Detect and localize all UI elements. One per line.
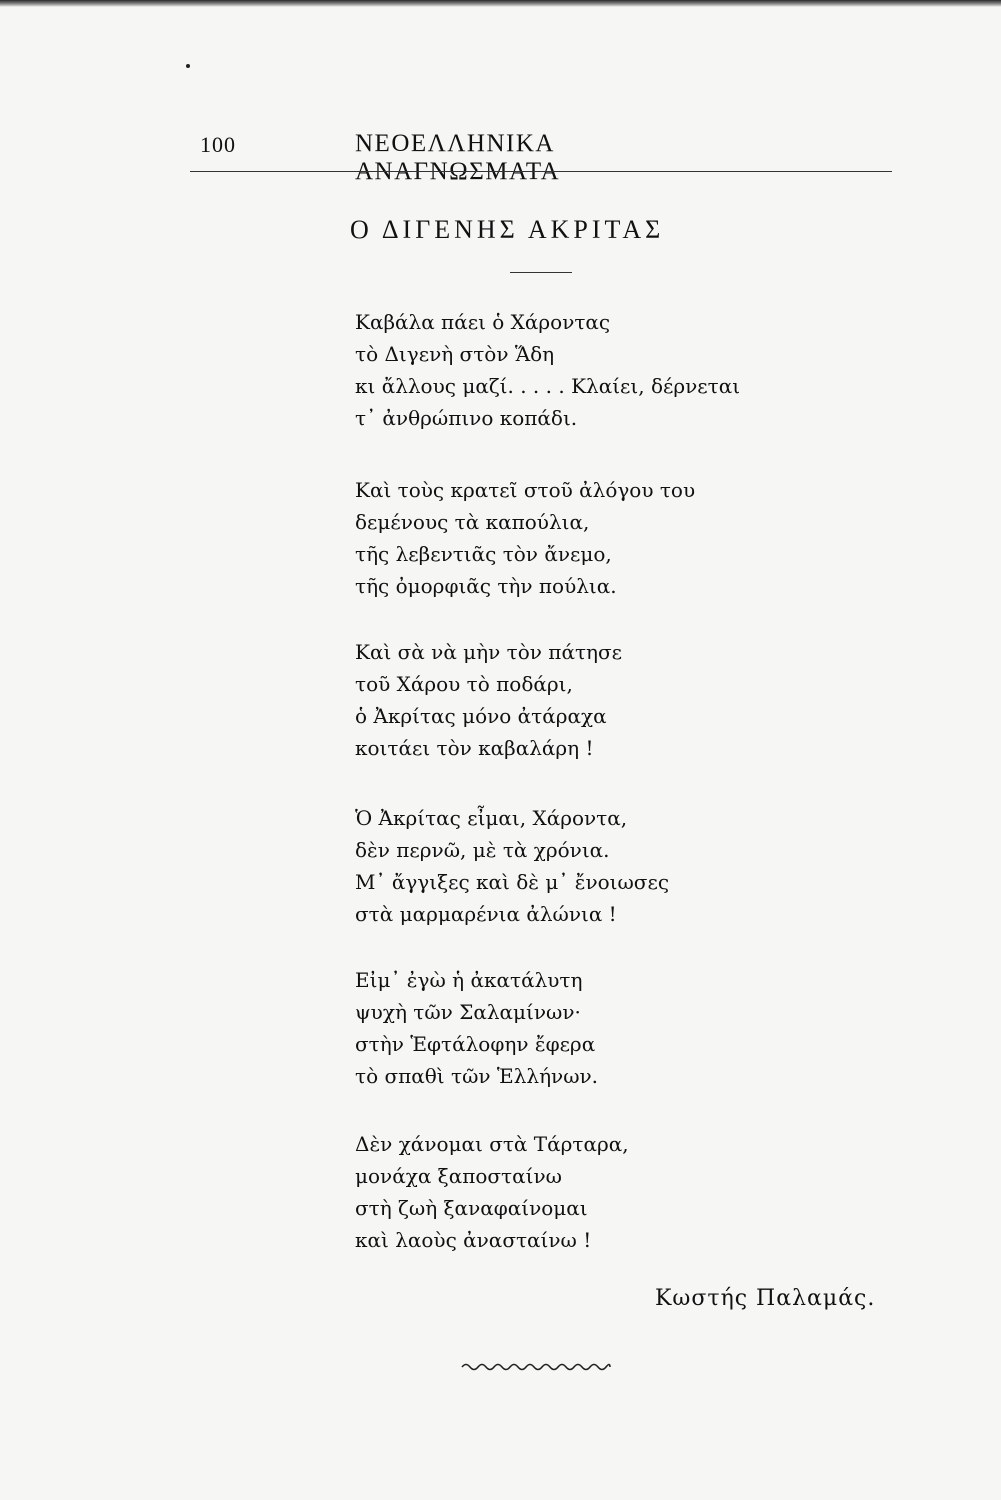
stanza-6: [355, 1128, 825, 1256]
poem-line: τῆς ὀμορφιᾶς τὴν πούλια.: [355, 574, 617, 598]
poem-line: τοῦ Χάρου τὸ ποδάρι,: [355, 672, 573, 696]
poem-line: Καβάλα πάει ὁ Χάροντας: [355, 310, 611, 334]
poem-title: Ο ΔΙΓΕΝΗΣ ΑΚΡΙΤΑΣ: [350, 215, 665, 244]
poem-line: τῆς λεβεντιᾶς τὸν ἄνεμο,: [355, 542, 612, 566]
poem-line: δὲν περνῶ, μὲ τὰ χρόνια.: [355, 838, 610, 862]
poem-line: στὴν Ἑφτάλοφην ἔφερα: [355, 1032, 596, 1056]
poem-line: Ὁ Ἀκρίτας εἶμαι, Χάροντα,: [355, 806, 628, 830]
end-ornament: [460, 1360, 612, 1374]
poem-line: στὴ ζωὴ ξαναφαίνομαι: [355, 1196, 588, 1220]
poem-line: ὁ Ἀκρίτας μόνο ἀτάραχα: [355, 704, 607, 728]
poem-line: ψυχὴ τῶν Σαλαμίνων·: [355, 1000, 581, 1024]
poem-line: Καὶ σὰ νὰ μὴν τὸν πάτησε: [355, 640, 623, 664]
running-title: ΝΕΟΕΛΛΗΝΙΚΑ ΑΝΑΓΝΩΣΜΑΤΑ: [355, 130, 561, 185]
poem-line: δεμένους τὰ καπούλια,: [355, 510, 590, 534]
poem-line: κι ἄλλους μαζί. . . . . Κλαίει, δέρνεται: [355, 374, 741, 398]
page-top-edge: [0, 0, 1001, 7]
poem-line: Καὶ τοὺς κρατεῖ στοῦ ἀλόγου του: [355, 478, 696, 502]
stanza-1: [355, 306, 825, 434]
poem-line: μονάχα ξαποσταίνω: [355, 1164, 562, 1188]
stanza-4: [355, 802, 825, 930]
poem-line: καὶ λαοὺς ἀνασταίνω !: [355, 1228, 592, 1252]
poem-line: Εἰμ᾽ ἐγὼ ἡ ἀκατάλυτη: [355, 968, 583, 992]
poem-line: Μ᾽ ἄγγιξες καὶ δὲ μ᾽ ἔνοιωσες: [355, 870, 670, 894]
poem-line: τὸ Διγενὴ στὸν Ἅδη: [355, 342, 555, 366]
poem-line: τ᾽ ἀνθρώπινο κοπάδι.: [355, 406, 578, 430]
stanza-5: [355, 964, 825, 1092]
poem-line: κοιτάει τὸν καβαλάρη !: [355, 736, 594, 760]
author-signature: Κωστής Παλαμάς.: [655, 1286, 876, 1311]
stanza-3: [355, 636, 825, 764]
header-rule: [190, 171, 892, 172]
poem-line: στὰ μαρμαρένια ἀλώνια !: [355, 902, 617, 926]
poem-line: τὸ σπαθὶ τῶν Ἑλλήνων.: [355, 1064, 599, 1088]
stanza-2: [355, 474, 825, 602]
ink-speck: [186, 64, 190, 68]
poem-line: Δὲν χάνομαι στὰ Τάρταρα,: [355, 1132, 629, 1156]
page-number: 100: [200, 132, 236, 157]
title-rule: [510, 272, 572, 273]
